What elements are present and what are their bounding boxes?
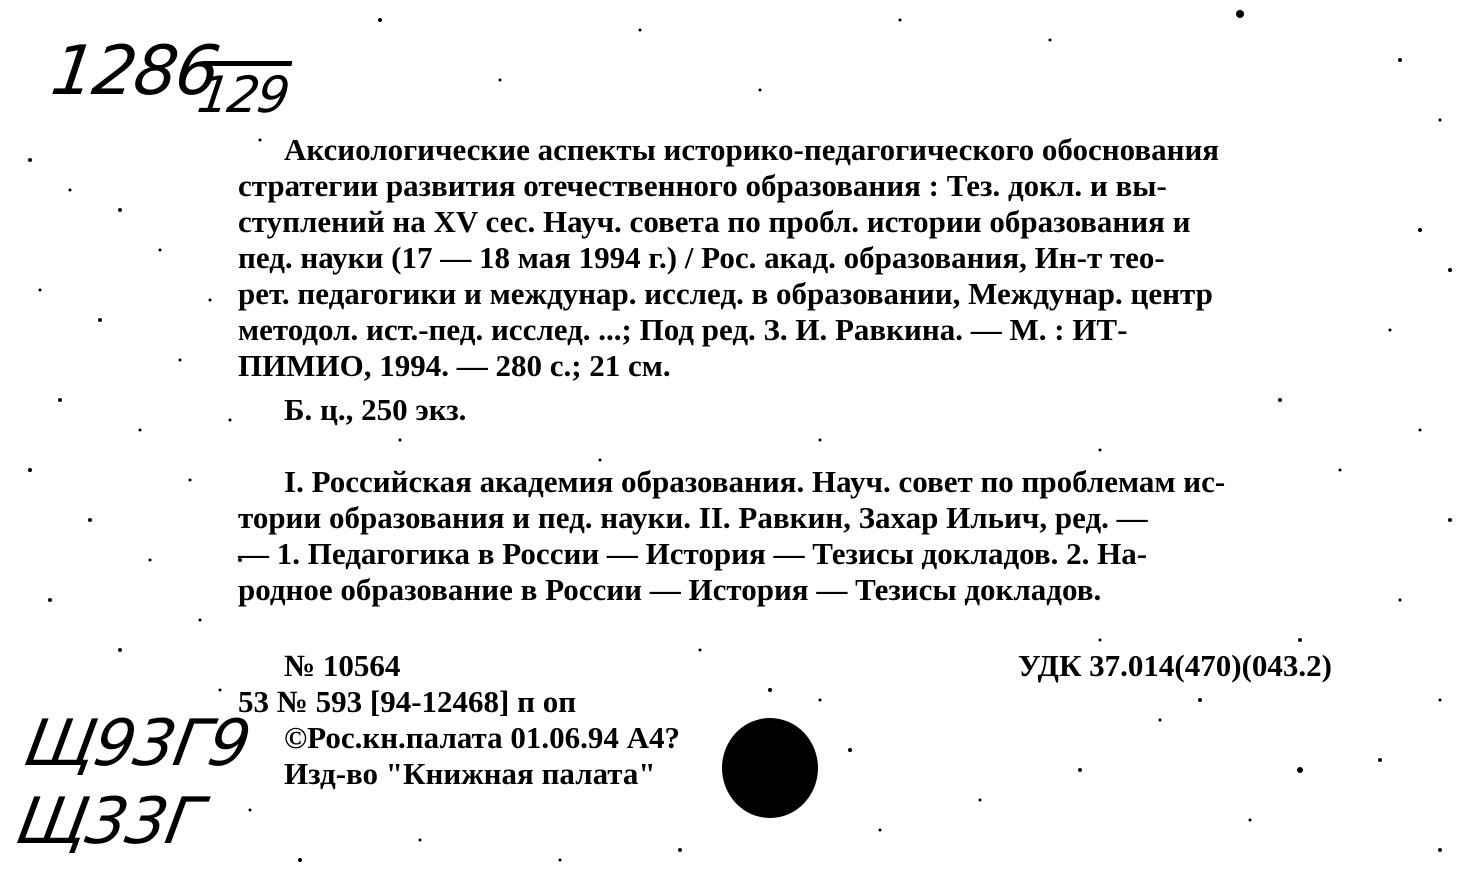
description-line: Аксиологические аспекты историко-педагогического обоснования [284, 132, 1220, 167]
card-number-line: 53 № 593 [94-12468] п оп [238, 684, 577, 719]
udc-code: УДК 37.014(470)(043.2) [1018, 648, 1332, 683]
description-line: ПИМИО, 1994. — 280 с.; 21 см. [238, 348, 671, 383]
handwritten-sub-number: 129 [193, 66, 292, 124]
copyright-line: ©Рос.кн.палата 01.06.94 А4? [284, 720, 681, 755]
description-line: рет. педагогики и междунар. исслед. в образовании, Междунар. центр [238, 276, 1213, 311]
publisher-line: Изд-во "Книжная палата" [284, 756, 656, 791]
description-line: ступлений на XV сес. Науч. совета по пробл. истории образования и [238, 204, 1191, 239]
description-line: стратегии развития отечественного образования : Тез. докл. и вы- [238, 168, 1167, 203]
handwritten-shelf-mark: Щ93Г9 [19, 707, 256, 781]
handwritten-shelf-mark: Щ33Г [11, 785, 208, 859]
description-line: пед. науки (17 — 18 мая 1994 г.) / Рос. акад. образования, Ин-т тео- [238, 240, 1165, 275]
tracing-line: I. Российская академия образования. Науч. совет по проблемам ис- [284, 464, 1226, 499]
ink-blot [722, 718, 818, 818]
tracing-line: — 1. Педагогика в России — История — Тезисы докладов. 2. На- [238, 536, 1148, 571]
description-line: методол. ист.-пед. исслед. ...; Под ред. З. И. Равкина. — М. : ИТ- [238, 312, 1128, 347]
tracing-line: родное образование в России — История — Тезисы докладов. [238, 572, 1102, 607]
price-line: Б. ц., 250 экз. [284, 392, 467, 427]
tracing-line: тории образования и пед. науки. II. Равкин, Захар Ильич, ред. — [238, 500, 1148, 535]
handwritten-number: 1286 [46, 32, 223, 111]
record-number: № 10564 [284, 648, 401, 683]
